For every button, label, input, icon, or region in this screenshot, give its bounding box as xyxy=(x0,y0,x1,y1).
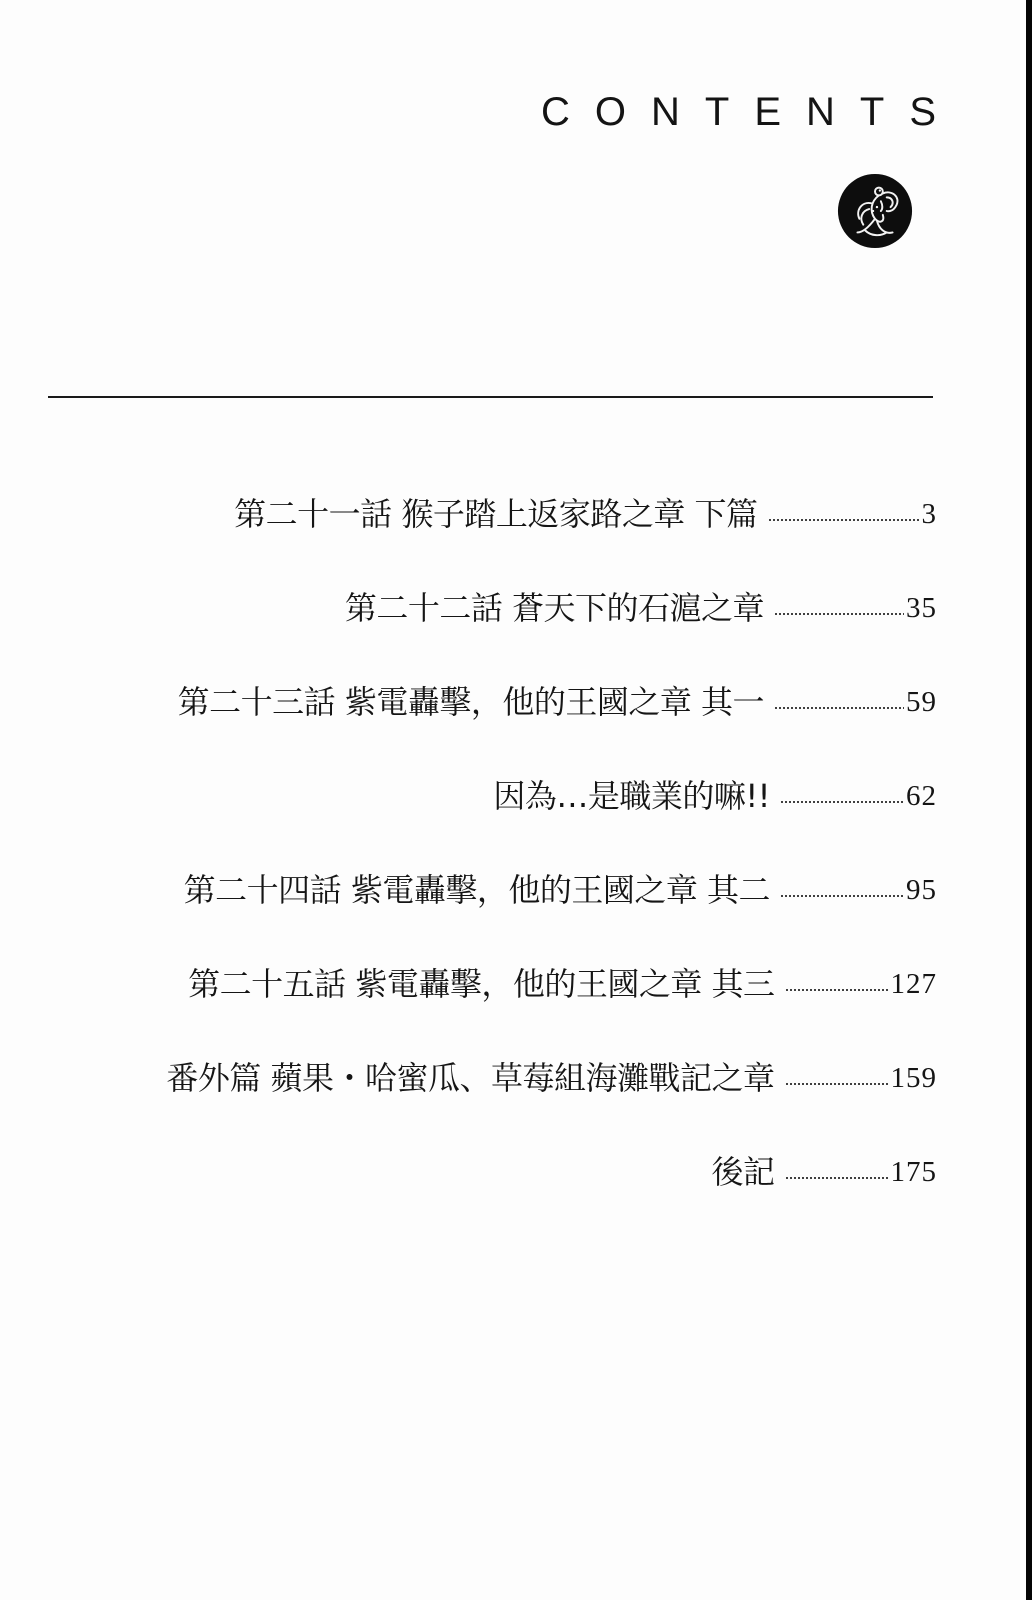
dot-leader xyxy=(785,1176,889,1180)
entry-title: 因為…是職業的嘛!! xyxy=(493,777,770,815)
page-number: 95 xyxy=(906,874,937,906)
entry-title: 後記 xyxy=(711,1153,775,1191)
page-number: 3 xyxy=(921,498,937,530)
dot-leader xyxy=(780,800,904,804)
dot-leader xyxy=(768,518,920,522)
toc-entry[interactable] xyxy=(166,1058,937,1098)
page-edge-bar xyxy=(1026,0,1032,1600)
dot-leader xyxy=(774,706,904,710)
page-number: 127 xyxy=(890,968,937,1000)
entry-title: 第二十五話 紫電轟擊，他的王國之章 其三 xyxy=(188,965,775,1003)
page-number: 159 xyxy=(890,1062,937,1094)
entry-title: 第二十一話 猴子踏上返家路之章 下篇 xyxy=(234,495,758,533)
page-number: 59 xyxy=(906,686,937,718)
toc-entry[interactable] xyxy=(178,682,937,722)
toc-entry[interactable] xyxy=(184,870,937,910)
toc-entry[interactable] xyxy=(711,1152,937,1192)
page-number: 175 xyxy=(890,1156,937,1188)
toc-entry[interactable] xyxy=(493,776,937,816)
phoenix-emblem-icon xyxy=(836,172,914,250)
dot-leader xyxy=(785,1082,889,1086)
toc-entry[interactable] xyxy=(234,494,937,534)
page-number: 62 xyxy=(906,780,937,812)
toc-entry[interactable] xyxy=(188,964,937,1004)
page-number: 35 xyxy=(906,592,937,624)
dot-leader xyxy=(785,988,889,992)
dot-leader xyxy=(774,612,904,616)
entry-title: 番外篇 蘋果・哈蜜瓜、草莓組海灘戰記之章 xyxy=(166,1059,775,1097)
contents-heading: CONTENTS xyxy=(541,90,961,134)
divider-rule xyxy=(48,396,933,398)
entry-title: 第二十三話 紫電轟擊，他的王國之章 其一 xyxy=(177,683,764,721)
toc-entry[interactable] xyxy=(345,588,937,628)
dot-leader xyxy=(780,894,904,898)
entry-title: 第二十二話 蒼天下的石滬之章 xyxy=(344,589,764,627)
entry-title: 第二十四話 紫電轟擊，他的王國之章 其二 xyxy=(183,871,770,909)
